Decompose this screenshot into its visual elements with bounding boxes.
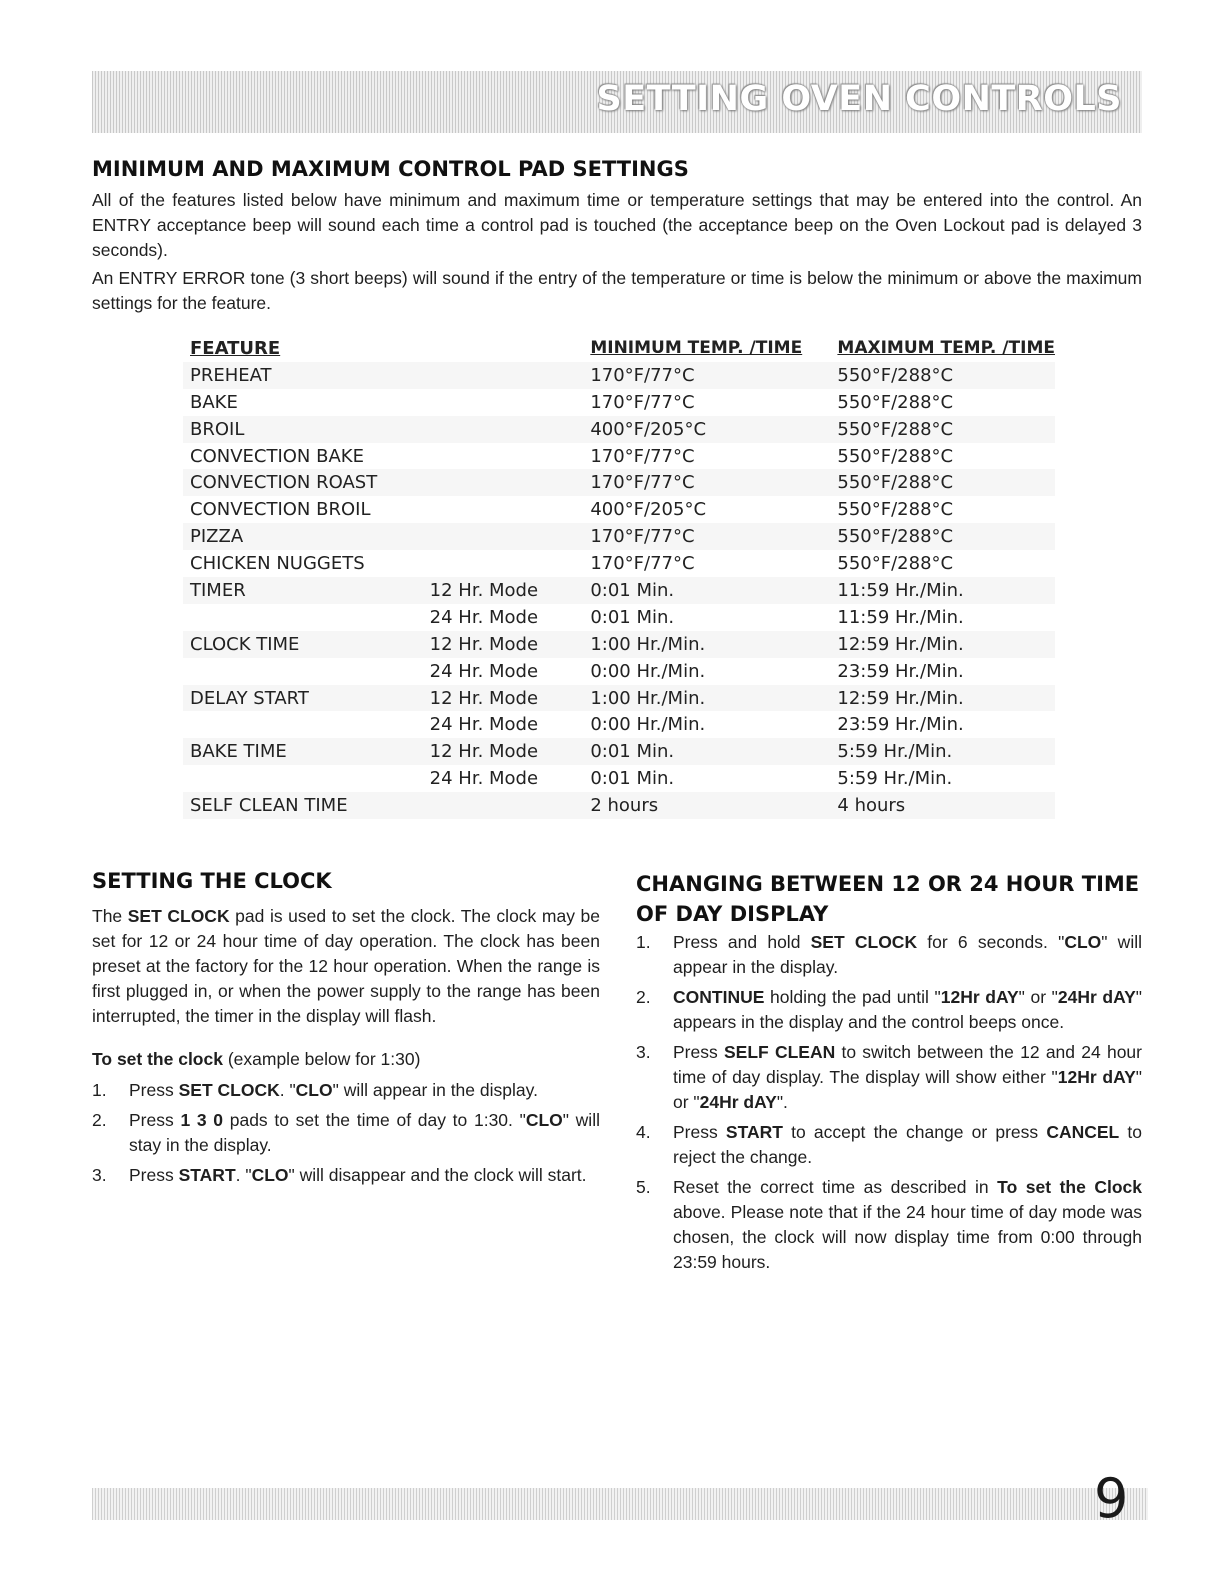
cell-min: 1:00 Hr./Min. [590,685,837,712]
list-item [636,985,1142,1035]
cell-feature [183,765,430,792]
step-bold-text: CANCEL [1046,1122,1120,1142]
col-header-min: MINIMUM TEMP. /TIME [590,338,803,359]
cell-max: 550°F/288°C [837,416,1055,443]
cell-feature: CONVECTION ROAST [183,469,430,496]
cell-min: 170°F/77°C [590,553,695,575]
step-bold-text: CLO [1064,932,1102,952]
step-text: to accept the change or press [782,1122,1047,1142]
step-bold-text: SELF CLEAN [723,1042,836,1062]
cell-mode: 24 Hr. Mode [429,714,539,736]
col-header-feature: FEATURE [190,337,281,359]
step-text: . " [235,1165,252,1185]
cell-min: 0:01 Min. [590,738,837,765]
step-text: Reset the correct time as described in [673,1177,998,1197]
cell-max: 4 hours [837,792,1055,819]
clock-steps-list [92,1078,600,1193]
table-row [183,469,1055,496]
step-bold-text: 24Hr dAY [699,1092,777,1112]
list-number: 3. [92,1165,107,1185]
list-number: 3. [636,1042,651,1062]
minmax-heading: MINIMUM AND MAXIMUM CONTROL PAD SETTINGS [92,157,689,181]
cell-min: 0:01 Min. [590,606,675,628]
table-row [183,631,1055,658]
col-header-mode [430,335,591,362]
table-row [183,685,1055,712]
settings-table [183,335,1055,819]
cell-mode [430,389,591,416]
cell-min: 0:01 Min. [590,577,837,604]
cell-min: 170°F/77°C [590,469,837,496]
list-number: 2. [92,1110,107,1130]
cell-max: 23:59 Hr./Min. [837,714,964,736]
cell-mode [430,496,591,523]
page-title: SETTING OVEN CONTROLS [596,79,1122,119]
cell-min: 170°F/77°C [590,523,837,550]
cell-max: 550°F/288°C [837,499,954,521]
cell-feature: PIZZA [183,523,430,550]
cell-feature [183,658,430,685]
cell-feature: CONVECTION BAKE [190,445,364,467]
list-item [636,1040,1142,1115]
step-bold-text: CLO [295,1080,333,1100]
step-text: . " [279,1080,296,1100]
minmax-para-2: An ENTRY ERROR tone (3 short beeps) will sound if the entry of the temperature or time is below the minimum or above the maximum settings for the feature. [92,268,1142,313]
clock-intro-bold: SET CLOCK [127,906,230,926]
cell-feature: CLOCK TIME [183,631,430,658]
step-bold-text: CONTINUE [673,987,765,1007]
step-text: " will appear in the display. [673,932,1142,977]
header-band [92,71,1142,133]
cell-feature: CONVECTION BROIL [190,499,371,521]
cell-mode: 24 Hr. Mode [429,660,539,682]
cell-feature: BAKE [190,391,238,413]
list-number: 4. [636,1122,651,1142]
cell-min: 1:00 Hr./Min. [590,631,837,658]
cell-max: 5:59 Hr./Min. [837,738,1055,765]
list-number: 5. [636,1177,651,1197]
cell-max: 12:59 Hr./Min. [837,685,1055,712]
list-number: 2. [636,987,651,1007]
cell-max: 550°F/288°C [837,469,1055,496]
cell-mode [430,443,591,470]
step-bold-text: SET CLOCK [810,932,918,952]
clock-heading: SETTING THE CLOCK [92,869,332,893]
list-item [636,1175,1142,1275]
step-text: Press and hold [673,932,811,952]
step-bold-text: SET CLOCK [178,1080,280,1100]
cell-min: 0:00 Hr./Min. [590,714,706,736]
step-text: pads to set the time of day to 1:30. " [223,1110,526,1130]
cell-feature: TIMER [183,577,430,604]
cell-min: 170°F/77°C [590,445,695,467]
cell-feature: SELF CLEAN TIME [183,792,430,819]
step-text: " appears in the display and the control beeps once. [673,987,1143,1032]
minmax-para-1: All of the features listed below have minimum and maximum time or temperature settings that may be entered into the control. An ENTRY acceptance beep will sound each time a control pad is touched (the acceptance beep on the Oven Lockout pad is delayed 3 seconds). [92,190,1142,260]
page-number: 9 [1094,1467,1129,1530]
footer-band [92,1488,1148,1520]
table-row [183,577,1055,604]
cell-mode: 12 Hr. Mode [430,738,591,765]
cell-feature: BROIL [183,416,430,443]
step-text: Press [129,1110,181,1130]
cell-feature [183,711,430,738]
list-item [636,1120,1142,1170]
step-text: Press [129,1165,179,1185]
step-text: for 6 seconds. " [917,932,1065,952]
cell-mode: 12 Hr. Mode [430,631,591,658]
step-text: above. Please note that if the 24 hour time of day mode was chosen, the clock will now display time from 0:00 through 23:59 hours. [673,1202,1142,1272]
step-bold-text: 1 3 0 [180,1110,224,1130]
cell-min: 170°F/77°C [590,391,695,413]
change-heading: CHANGING BETWEEN 12 OR 24 HOUR TIME OF DAY DISPLAY [636,872,1140,926]
clock-subhead-rest: (example below for 1:30) [222,1049,421,1069]
step-bold-text: 12Hr dAY [940,987,1019,1007]
cell-max: 23:59 Hr./Min. [837,660,964,682]
table-row [183,658,1055,685]
cell-feature [183,604,430,631]
cell-mode [430,362,591,389]
cell-feature: BAKE TIME [183,738,430,765]
step-bold-text: CLO [525,1110,563,1130]
table-row [183,738,1055,765]
cell-mode [430,550,591,577]
change-steps-list [636,930,1142,1280]
cell-mode: 12 Hr. Mode [430,577,591,604]
cell-feature: DELAY START [183,685,430,712]
cell-mode [430,792,591,819]
list-item [92,1163,600,1188]
clock-intro-pre: The [92,906,128,926]
step-bold-text: START [178,1165,236,1185]
step-text: ". [776,1092,788,1112]
cell-min: 400°F/205°C [590,416,837,443]
cell-feature: PREHEAT [183,362,430,389]
cell-feature: CHICKEN NUGGETS [190,553,365,575]
cell-max: 550°F/288°C [837,553,954,575]
list-item [92,1078,600,1103]
step-bold-text: 24Hr dAY [1057,987,1136,1007]
cell-mode [430,469,591,496]
cell-min: 170°F/77°C [590,362,837,389]
table-row [183,604,1055,631]
cell-max: 12:59 Hr./Min. [837,631,1055,658]
cell-max: 550°F/288°C [837,362,1055,389]
step-text: holding the pad until " [764,987,941,1007]
list-number: 1. [92,1080,107,1100]
cell-min: 2 hours [590,792,837,819]
list-item [636,930,1142,980]
step-text: Press [673,1042,724,1062]
step-text: Press [673,1122,726,1142]
cell-mode: 24 Hr. Mode [429,768,539,790]
cell-max: 550°F/288°C [837,445,954,467]
table-row [183,711,1055,738]
clock-intro [92,904,600,1029]
table-header-row [183,335,1055,362]
cell-min: 0:01 Min. [590,768,675,790]
cell-max: 11:59 Hr./Min. [837,606,964,628]
list-item [92,1108,600,1158]
cell-min: 0:00 Hr./Min. [590,660,706,682]
list-number: 1. [636,932,651,952]
table-row [183,443,1055,470]
step-text: Press [129,1080,179,1100]
cell-max: 550°F/288°C [837,391,954,413]
cell-max: 11:59 Hr./Min. [837,577,1055,604]
step-bold-text: START [725,1122,783,1142]
clock-intro-rest: pad is used to set the clock. The clock may be set for 12 or 24 hour time of day operation. The clock has been preset at the factory for the 12 hour operation. When the range is first plugged in, or when the power supply to the range has been interrupted, the timer in the display will flash. [92,906,600,1026]
table-row [183,792,1055,819]
step-text: to switch between the 12 and 24 hour time of day display. The display will show either " [673,1042,1142,1087]
cell-mode [430,416,591,443]
table-row [183,765,1055,792]
step-text: " will stay in the display. [129,1110,600,1155]
step-bold-text: 12Hr dAY [1057,1067,1136,1087]
table-row [183,389,1055,416]
cell-mode [430,523,591,550]
table-row [183,362,1055,389]
step-bold-text: To set the Clock [997,1177,1142,1197]
clock-subhead-bold: To set the clock [92,1049,223,1069]
step-text: " or " [673,1067,1143,1112]
table-row [183,416,1055,443]
cell-max: 550°F/288°C [837,523,1055,550]
clock-subhead [92,1047,600,1072]
step-text: " or " [1018,987,1058,1007]
cell-max: 5:59 Hr./Min. [837,768,953,790]
table-row [183,550,1055,577]
table-row [183,523,1055,550]
col-header-max: MAXIMUM TEMP. /TIME [837,338,1055,359]
step-text: " will disappear and the clock will start. [288,1165,587,1185]
cell-min: 400°F/205°C [590,499,707,521]
cell-mode: 24 Hr. Mode [429,606,539,628]
step-bold-text: CLO [251,1165,289,1185]
step-text: " will appear in the display. [332,1080,538,1100]
cell-mode: 12 Hr. Mode [430,685,591,712]
step-text: to reject the change. [673,1122,1142,1167]
table-row [183,496,1055,523]
table-body [183,362,1055,819]
